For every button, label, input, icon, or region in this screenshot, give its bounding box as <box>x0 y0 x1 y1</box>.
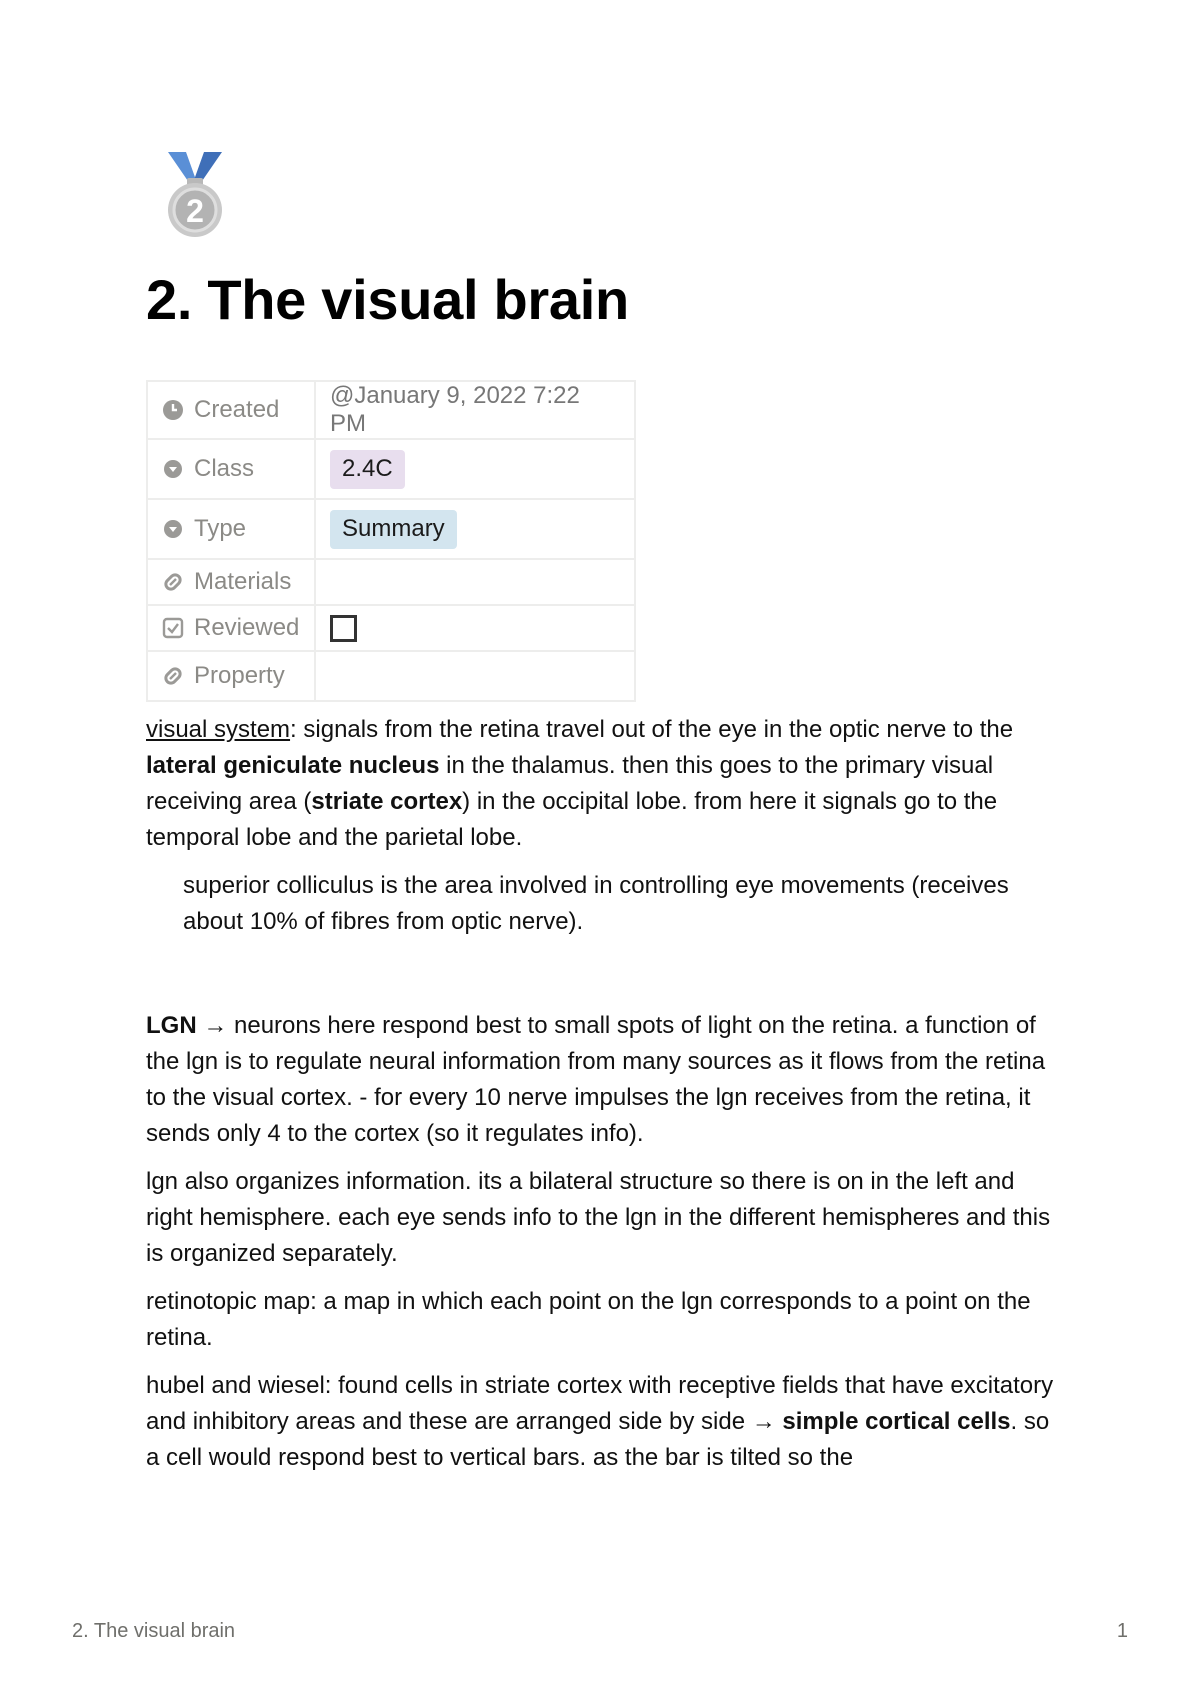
properties-table <box>146 380 636 702</box>
property-row-materials <box>147 559 635 605</box>
underlined-term: visual system <box>146 716 291 743</box>
paragraph-superior-colliculus: superior colliculus is the area involved in controlling eye movements (receives about 10% of fibres from optic nerve). <box>183 872 1009 935</box>
page-title: 2. The visual brain <box>146 268 629 331</box>
empty-block <box>146 952 1066 1008</box>
type-tag[interactable]: Summary <box>330 510 457 549</box>
property-row-created <box>147 381 635 439</box>
property-label: Created <box>194 396 280 423</box>
paragraph-lgn-organization: lgn also organizes information. its a bilateral structure so there is on in the left and right hemisphere. each eye sends info to the lgn in the different hemispheres and this is organized separately. <box>146 1168 1051 1267</box>
page-number: 1 <box>1116 1620 1128 1642</box>
class-tag[interactable]: 2.4C <box>330 450 405 489</box>
svg-text:2: 2 <box>186 193 204 229</box>
property-label: Reviewed <box>194 614 300 641</box>
paperclip-icon <box>162 665 184 687</box>
paragraph-lgn: LGN → neurons here respond best to small spots of light on the retina. a function of the lgn is to regulate neural information from many sources as it flows from the retina to the visual cortex. - for every 10 nerve impulses the lgn receives from the retina, it sends only 4 to the cortex (so it regulates info). <box>146 1012 1046 1147</box>
page-body <box>146 712 1066 1476</box>
paragraph-retinotopic-map: retinotopic map: a map in which each point on the lgn corresponds to a point on the retina. <box>146 1288 1031 1351</box>
paragraph-hubel-wiesel: hubel and wiesel: found cells in striate cortex with receptive fields that have excitatory and inhibitory areas and these are arranged side by side → simple cortical cells. so a cell would respond best to vertical bars. as the bar is tilted so the <box>146 1372 1054 1471</box>
footer-title: 2. The visual brain <box>72 1620 236 1642</box>
page-content <box>146 150 1066 1488</box>
2nd-place-medal-icon <box>160 150 230 240</box>
property-row-type <box>147 499 635 559</box>
property-row-class <box>147 439 635 499</box>
property-label: Type <box>194 515 247 542</box>
select-dot-icon <box>162 518 184 540</box>
clock-icon <box>162 399 184 421</box>
page-footer <box>72 1620 1128 1643</box>
bold-term: lateral geniculate nucleus <box>146 752 440 779</box>
property-label: Materials <box>194 568 292 595</box>
property-row-reviewed <box>147 605 635 651</box>
property-row-property <box>147 651 635 701</box>
property-label: Class <box>194 455 255 482</box>
paperclip-icon <box>162 571 184 593</box>
bold-term: simple cortical cells <box>782 1408 1011 1435</box>
materials-value[interactable] <box>315 559 635 605</box>
paragraph-visual-system: visual system: signals from the retina travel out of the eye in the optic nerve to the lateral geniculate nucleus in the thalamus. then this goes to the primary visual receiving area (striate cortex) in the occipital lobe. from here it signals go to the temporal lobe and the parietal lobe. <box>146 716 1014 851</box>
created-value[interactable]: @January 9, 2022 7:22 PM <box>315 381 635 439</box>
select-dot-icon <box>162 458 184 480</box>
property-value[interactable] <box>315 651 635 701</box>
checkbox-icon <box>162 617 184 639</box>
bold-term: LGN <box>146 1012 197 1039</box>
bold-term: striate cortex <box>311 788 463 815</box>
property-label: Property <box>194 662 285 689</box>
reviewed-checkbox[interactable] <box>330 615 357 642</box>
